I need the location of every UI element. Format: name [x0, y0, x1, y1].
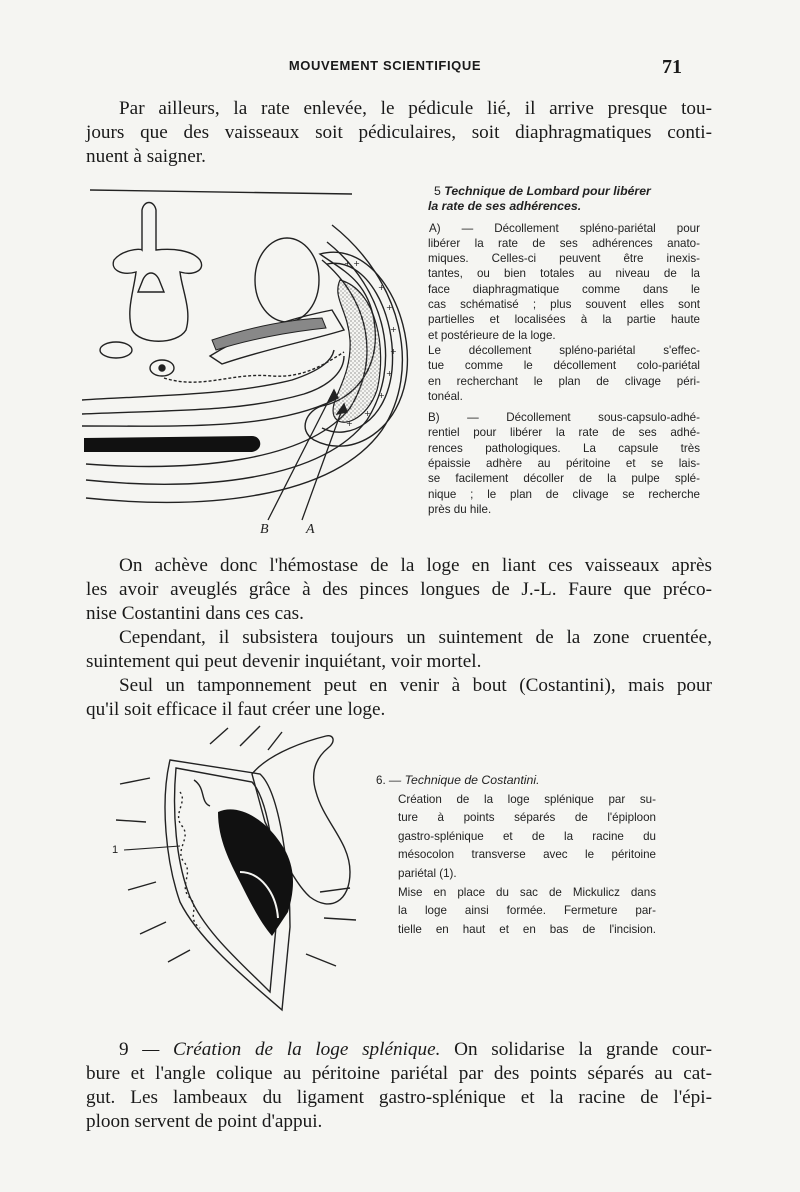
caption-line: pariétal (1). — [398, 866, 457, 880]
caption-line: Le décollement spléno-pariétal s'effec- — [428, 343, 700, 357]
caption-line: rentiel pour libérer la rate de ses adhé- — [428, 426, 700, 440]
figure-6-label-1: 1 — [112, 844, 119, 856]
figure-number: 6. — [376, 774, 386, 787]
svg-text:+: + — [346, 419, 353, 428]
caption-line: ture à points séparés de l'épiploon — [398, 811, 656, 825]
section-number: 9 — [119, 1039, 129, 1060]
caption-title-line — [434, 184, 700, 199]
text-line: Par ailleurs, la rate enlevée, le pédicule lié, il arrive presque tou- — [119, 98, 712, 119]
middle-paragraphs — [86, 554, 712, 722]
caption-line: face diaphragmatique comme dans le — [428, 282, 700, 296]
figure-6-illustration — [110, 722, 380, 1014]
text-line: On achève donc l'hémostase de la loge en liant ces vaisseaux après — [119, 555, 712, 576]
caption-line: la loge ainsi formée. Fermeture par- — [398, 904, 656, 918]
svg-text:+: + — [364, 409, 371, 418]
text-line: nise Costantini dans ces cas. — [86, 603, 304, 624]
running-title: MOUVEMENT SCIENTIFIQUE — [288, 58, 482, 73]
caption-line: Mise en place du sac de Mickulicz dans — [398, 885, 656, 899]
text-line: gut. Les lambeaux du ligament gastro-splénique et la racine de l'épi- — [86, 1087, 712, 1108]
caption-line: A) — Décollement spléno-pariétal pour — [429, 221, 700, 235]
text-line: Seul un tamponnement peut en venir à bout (Costantini), mais pour — [119, 675, 712, 696]
intro-paragraph — [86, 97, 712, 169]
svg-text:+ +: + + — [344, 259, 360, 268]
text-line: bure et l'angle colique au péritoine pariétal par des points séparés au cat- — [86, 1063, 712, 1084]
text-line: nuent à saigner. — [86, 146, 206, 167]
caption-line: en recherchant le plan de clivage péri- — [428, 374, 700, 388]
caption-line: tonéal. — [428, 389, 463, 403]
caption-line: B) — Décollement sous-capsulo-adhé- — [428, 411, 700, 425]
section-title: — Création de la loge splénique. — [142, 1039, 441, 1060]
text-line: les avoir aveuglés grâce à des pinces longues de J.-L. Faure que préco- — [86, 579, 712, 600]
figure-5-label-b: B — [260, 522, 269, 537]
caption-title-line: la rate de ses adhérences. — [428, 199, 582, 214]
caption-line: nique ; le plan de clivage se recherche — [428, 487, 700, 501]
section-9-heading-line — [86, 1038, 712, 1062]
svg-text:+: + — [386, 303, 393, 312]
page-number: 71 — [662, 56, 682, 78]
svg-text:+: + — [390, 347, 397, 356]
caption-line: cas schématisé ; plus souvent elles sont — [428, 298, 700, 312]
caption-line: Création de la loge splénique par su- — [398, 792, 656, 806]
figure-6-caption — [376, 771, 656, 939]
caption-title-line — [376, 771, 656, 791]
caption-line: tielle en haut et en bas de l'incision. — [398, 922, 656, 936]
caption-title: — Technique de Costantini. — [388, 773, 540, 787]
text-line: Cependant, il subsistera toujours un suintement de la zone cruentée, — [119, 627, 712, 648]
figure-number: 5 — [434, 184, 441, 198]
caption-line: gastro-splénique et de la racine du — [398, 829, 656, 843]
caption-title: Technique de Lombard pour libérer — [444, 184, 651, 198]
section-9-paragraph — [86, 1038, 712, 1134]
text-line: ploon servent de point d'appui. — [86, 1111, 323, 1132]
svg-text:+: + — [386, 369, 393, 378]
caption-line: et postérieure de la loge. — [428, 328, 556, 342]
svg-text:+: + — [390, 325, 397, 334]
caption-line: tantes, ou bien totales au niveau de la — [428, 267, 700, 281]
text-line: suintement qui peut devenir inquiétant, voir mortel. — [86, 651, 482, 672]
caption-line: mésocolon transverse avec le péritoine — [398, 848, 656, 862]
caption-line: rences pathologiques. La capsule très — [428, 441, 700, 455]
caption-line: épaissie adhère au péritoine et se lais- — [428, 457, 700, 471]
section-text: On solidarise la grande cour- — [440, 1039, 712, 1060]
caption-line: tue comme le décollement colo-pariétal — [428, 359, 700, 373]
caption-line: se facilement décoller de la pulpe splé- — [428, 472, 700, 486]
figure-5-label-a: A — [306, 522, 315, 537]
text-line: qu'il soit efficace il faut créer une loge. — [86, 699, 386, 720]
caption-line: miques. Celles-ci peuvent être inexis- — [428, 252, 700, 266]
caption-line: près du hile. — [428, 502, 492, 516]
figure-5-caption — [428, 184, 700, 517]
text-line: jours que des vaisseaux soit pédiculaires, soit diaphragmatiques conti- — [86, 122, 712, 143]
caption-line: libérer la rate de ses adhérences anato- — [428, 236, 700, 250]
caption-line: partielles et localisées à la partie haute — [428, 313, 700, 327]
figure-5-illustration — [82, 180, 422, 540]
svg-text:+: + — [378, 391, 385, 400]
svg-text:+: + — [378, 283, 385, 292]
